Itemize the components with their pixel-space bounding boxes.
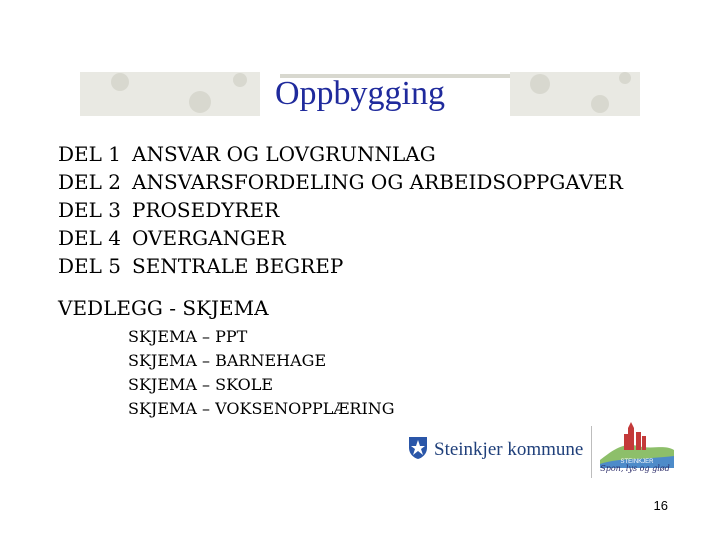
parts-list <box>58 140 623 280</box>
steinkjer-city-logo <box>598 420 676 484</box>
vedlegg-heading: VEDLEGG - SKJEMA <box>58 296 269 320</box>
schema-item: SKJEMA – BARNEHAGE <box>128 351 327 370</box>
coat-of-arms-icon <box>408 436 428 464</box>
part-item <box>58 252 623 280</box>
city-logo-name: STEINKJER <box>620 459 654 465</box>
part-number: DEL 2 <box>58 170 121 194</box>
part-label: SENTRALE BEGREP <box>132 254 344 278</box>
page-number: 16 <box>653 498 668 513</box>
schema-list <box>128 325 395 421</box>
part-number: DEL 4 <box>58 226 121 250</box>
part-item <box>58 224 623 252</box>
city-logo-tagline: Spon, lys og glød <box>600 464 670 473</box>
schema-item: SKJEMA – PPT <box>128 327 248 346</box>
schema-item: SKJEMA – SKOLE <box>128 375 274 394</box>
part-label: ANSVARSFORDELING OG ARBEIDSOPPGAVER <box>132 170 623 194</box>
part-number: DEL 1 <box>58 142 121 166</box>
part-label: PROSEDYRER <box>132 198 280 222</box>
steinkjer-kommune-logo <box>408 436 583 464</box>
schema-item: SKJEMA – VOKSENOPPLÆRING <box>128 399 395 418</box>
part-item <box>58 168 623 196</box>
part-item <box>58 140 623 168</box>
part-number: DEL 5 <box>58 254 121 278</box>
part-number: DEL 3 <box>58 198 121 222</box>
part-item <box>58 196 623 224</box>
part-label: OVERGANGER <box>132 226 286 250</box>
municipality-name: Steinkjer kommune <box>434 439 584 460</box>
slide-title: Oppbygging <box>275 75 445 112</box>
part-label: ANSVAR OG LOVGRUNNLAG <box>132 142 436 166</box>
